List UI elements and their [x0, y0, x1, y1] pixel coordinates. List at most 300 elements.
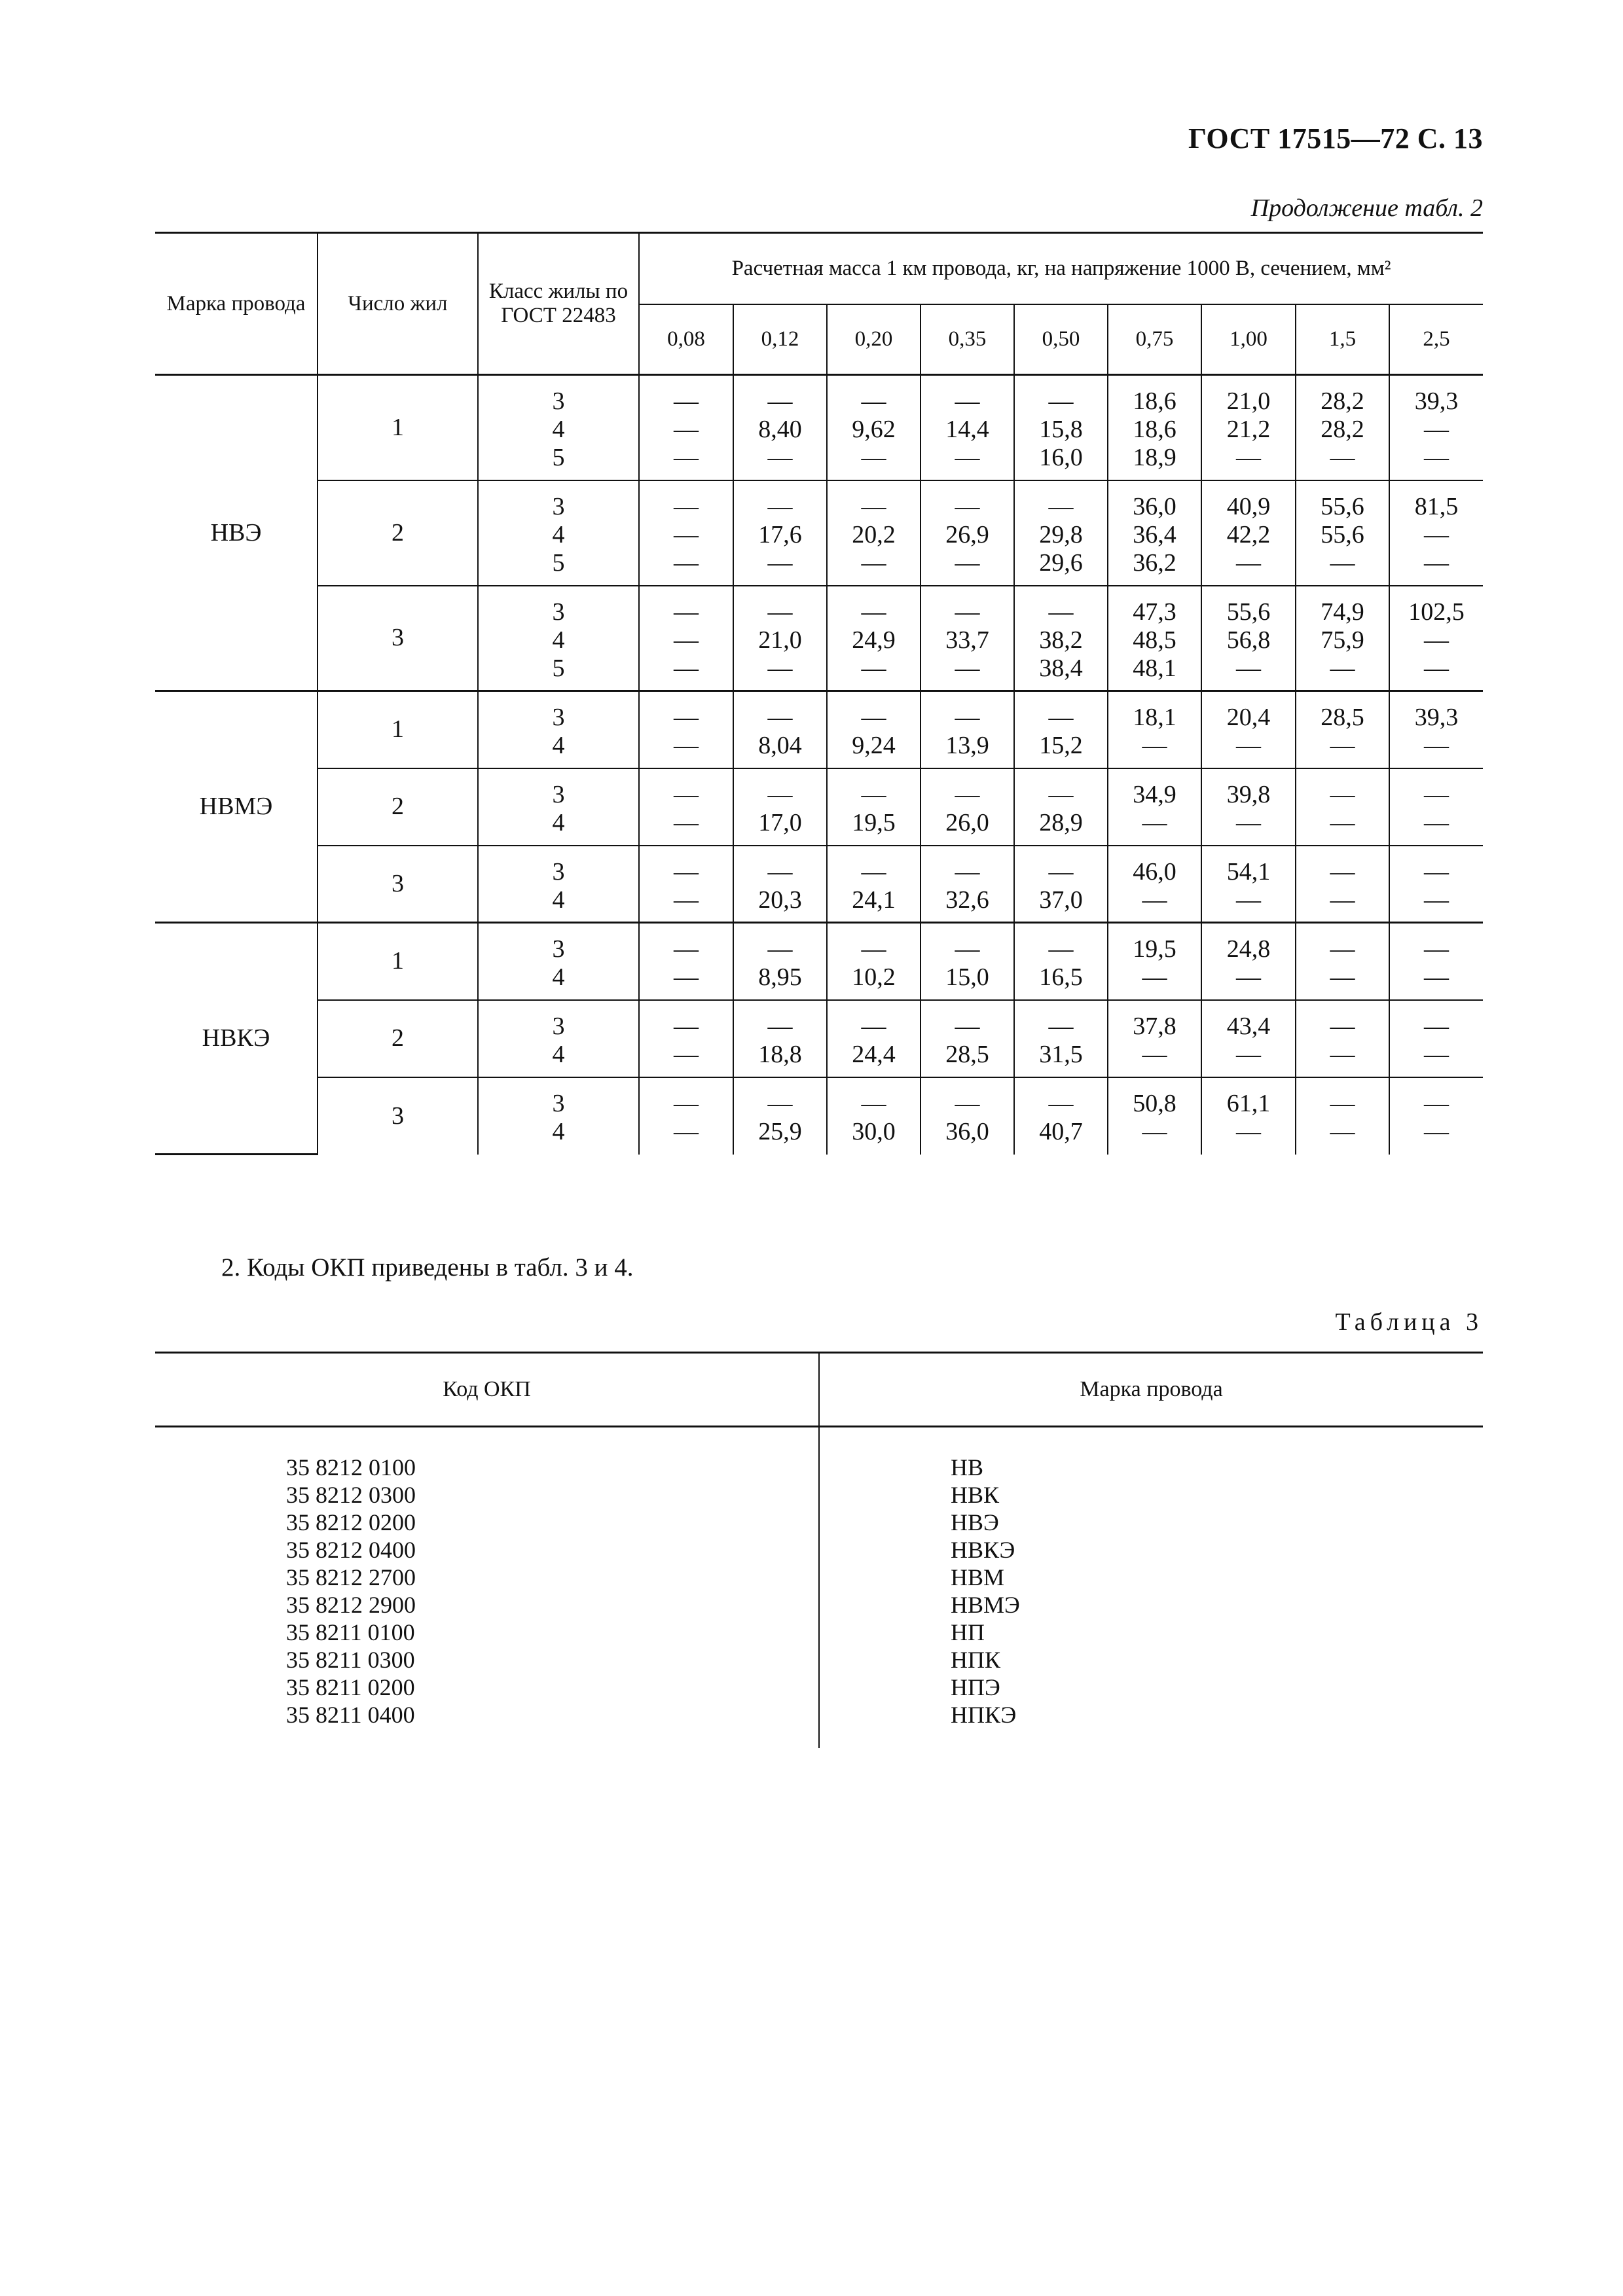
- mass-value: 38,4: [1039, 654, 1083, 682]
- mass-value: —: [1142, 1040, 1167, 1068]
- mass-value: 20,4: [1226, 704, 1271, 731]
- class-value: 4: [552, 732, 565, 759]
- mass-value: —: [1424, 626, 1450, 654]
- okp-code: 35 8211 0300: [286, 1647, 415, 1673]
- mass-value: 102,5: [1408, 598, 1465, 626]
- mass-cell: [1389, 923, 1483, 1000]
- mass-value: 24,1: [852, 886, 896, 914]
- mass-cell: [827, 586, 921, 691]
- mass-value: —: [1048, 1012, 1074, 1040]
- wire-mark-list: [819, 1427, 1483, 1749]
- class-value: 3: [552, 387, 565, 415]
- table-row: [155, 1000, 1483, 1077]
- mass-value: 20,3: [758, 886, 802, 914]
- okp-code: 35 8212 2900: [286, 1592, 416, 1618]
- table-row: [155, 768, 1483, 846]
- mass-value: —: [1424, 444, 1450, 471]
- mass-cell: [639, 375, 733, 480]
- mass-value: 9,62: [852, 416, 896, 443]
- header-section: 1,00: [1201, 304, 1296, 375]
- mass-value: 54,1: [1226, 857, 1271, 886]
- wire-mark: НВК: [951, 1482, 1000, 1508]
- mass-value: —: [1236, 548, 1261, 577]
- mass-cell: [1296, 691, 1389, 768]
- okp-code: 35 8212 0400: [286, 1537, 416, 1563]
- header-section: 0,35: [921, 304, 1014, 375]
- mass-value: —: [1424, 548, 1450, 577]
- mass-cell: [1108, 691, 1201, 768]
- mass-cell: [1014, 375, 1108, 480]
- core-count-cell: 1: [318, 923, 478, 1000]
- mass-cell: [827, 1000, 921, 1077]
- mass-cell: [639, 768, 733, 846]
- wire-mark: НПЭ: [951, 1674, 1000, 1700]
- mass-value: —: [1048, 780, 1074, 808]
- mass-value: 15,2: [1039, 732, 1083, 759]
- wire-mark: НВ: [951, 1454, 984, 1480]
- class-value: 3: [552, 1089, 565, 1117]
- mass-value: —: [767, 548, 793, 577]
- class-cell: [478, 691, 639, 768]
- mass-value: —: [1142, 963, 1167, 991]
- mass-value: —: [1330, 1012, 1355, 1040]
- mass-cell: [1296, 480, 1389, 586]
- mass-value: —: [955, 444, 980, 471]
- mass-value: 24,8: [1226, 935, 1271, 963]
- mass-value: —: [1424, 1117, 1450, 1145]
- mass-value: —: [1236, 808, 1261, 836]
- mass-value: 32,6: [945, 886, 989, 914]
- mass-value: —: [674, 416, 699, 443]
- header-okp-code: Код ОКП: [155, 1353, 819, 1427]
- class-cell: [478, 1000, 639, 1077]
- mass-value: 10,2: [852, 963, 896, 991]
- mass-value: 55,6: [1226, 598, 1271, 626]
- header-section: 0,08: [639, 304, 733, 375]
- mass-value: —: [1142, 808, 1167, 836]
- class-cell: [478, 586, 639, 691]
- mass-value: —: [674, 886, 699, 914]
- mass-value: 18,6: [1133, 387, 1176, 415]
- mass-cell: [1201, 768, 1296, 846]
- mass-cell: [733, 480, 827, 586]
- mass-value: —: [674, 935, 699, 963]
- mass-value: 28,2: [1321, 387, 1364, 415]
- core-count-cell: 3: [318, 586, 478, 691]
- mass-value: 40,9: [1226, 492, 1271, 520]
- okp-code-list: [155, 1427, 819, 1749]
- mass-value: —: [1048, 857, 1074, 886]
- mass-value: —: [1048, 492, 1074, 520]
- class-value: 3: [552, 780, 565, 808]
- mass-value: —: [674, 654, 699, 682]
- mass-value: —: [861, 548, 886, 577]
- mass-cell: [1201, 375, 1296, 480]
- mass-value: 21,0: [1226, 387, 1271, 415]
- mass-value: —: [767, 444, 793, 471]
- wire-mark: НПКЭ: [951, 1702, 1017, 1728]
- mass-value: —: [674, 626, 699, 654]
- mass-cell: [1108, 480, 1201, 586]
- mass-value: 21,0: [758, 626, 802, 654]
- mass-value: 18,8: [758, 1040, 802, 1068]
- mass-value: 61,1: [1226, 1089, 1271, 1117]
- mass-value: 48,1: [1133, 654, 1176, 682]
- mass-value: 38,2: [1039, 626, 1083, 654]
- mass-value: —: [674, 598, 699, 626]
- okp-code: 35 8212 0100: [286, 1454, 416, 1480]
- mass-value: —: [1330, 963, 1355, 991]
- mass-cell: [1201, 586, 1296, 691]
- mass-value: —: [861, 1089, 886, 1117]
- header-wire-mark: Марка провода: [819, 1353, 1483, 1427]
- mass-value: 42,2: [1226, 520, 1271, 548]
- mass-value: 19,5: [852, 808, 896, 836]
- mass-value: —: [1330, 857, 1355, 886]
- mass-value: —: [861, 492, 886, 520]
- mass-value: 18,6: [1133, 416, 1176, 443]
- mass-cell: [921, 480, 1014, 586]
- mass-value: —: [861, 387, 886, 415]
- mass-value: —: [861, 780, 886, 808]
- header-cores: Число жил: [318, 233, 478, 375]
- mass-value: 19,5: [1133, 935, 1176, 963]
- mass-value: —: [1048, 704, 1074, 731]
- mass-value: —: [1330, 780, 1355, 808]
- header-section: 0,50: [1014, 304, 1108, 375]
- okp-code: 35 8212 0300: [286, 1482, 416, 1508]
- mass-value: 21,2: [1226, 416, 1271, 443]
- mass-cell: [921, 586, 1014, 691]
- mass-cell: [1014, 480, 1108, 586]
- header-mark: Марка провода: [155, 233, 318, 375]
- class-cell: [478, 768, 639, 846]
- mass-value: 29,8: [1039, 520, 1083, 548]
- mass-value: —: [674, 548, 699, 577]
- mass-value: 15,8: [1039, 416, 1083, 443]
- mass-value: 20,2: [852, 520, 896, 548]
- core-count-cell: 2: [318, 480, 478, 586]
- mass-value: 16,5: [1039, 963, 1083, 991]
- class-cell: [478, 846, 639, 923]
- class-value: 4: [552, 520, 565, 548]
- mass-value: 37,0: [1039, 886, 1083, 914]
- mass-cell: [1108, 768, 1201, 846]
- mass-value: —: [1236, 444, 1261, 471]
- mass-cell: [1389, 691, 1483, 768]
- class-cell: [478, 1077, 639, 1155]
- mass-value: —: [1236, 1040, 1261, 1068]
- class-value: 4: [552, 1040, 565, 1068]
- mass-value: 25,9: [758, 1117, 802, 1145]
- mass-cell: [1014, 691, 1108, 768]
- mass-value: —: [674, 1089, 699, 1117]
- mass-value: —: [674, 780, 699, 808]
- okp-code: 35 8211 0200: [286, 1674, 415, 1700]
- mass-value: —: [1330, 732, 1355, 759]
- page-header: ГОСТ 17515—72 С. 13: [1188, 122, 1483, 154]
- mass-value: —: [767, 492, 793, 520]
- mass-value: —: [674, 444, 699, 471]
- mass-value: —: [1236, 963, 1261, 991]
- mass-value: 34,9: [1133, 780, 1176, 808]
- mass-value: —: [1424, 963, 1450, 991]
- mass-value: —: [1142, 732, 1167, 759]
- okp-code: 35 8212 2700: [286, 1564, 416, 1590]
- mass-cell: [921, 768, 1014, 846]
- mass-value: 30,0: [852, 1117, 896, 1145]
- mass-cell: [1201, 480, 1296, 586]
- mass-cell: [827, 375, 921, 480]
- okp-code: 35 8211 0100: [286, 1619, 415, 1645]
- wire-mass-table: [155, 232, 1483, 1155]
- mass-value: 81,5: [1414, 492, 1459, 520]
- header-class: Класс жилы по ГОСТ 22483: [478, 233, 639, 375]
- mass-cell: [1108, 586, 1201, 691]
- mass-value: 36,0: [1133, 492, 1176, 520]
- mass-value: —: [767, 387, 793, 415]
- mass-value: —: [1330, 1089, 1355, 1117]
- mass-cell: [733, 586, 827, 691]
- mass-value: —: [955, 935, 980, 963]
- okp-note: 2. Коды ОКП приведены в табл. 3 и 4.: [221, 1253, 634, 1282]
- mass-value: —: [674, 963, 699, 991]
- mass-cell: [1014, 1077, 1108, 1155]
- mass-cell: [1389, 1077, 1483, 1155]
- table-row: [155, 1077, 1483, 1155]
- class-value: 3: [552, 598, 565, 626]
- wire-mark-cell: НВЭ: [155, 375, 318, 691]
- mass-cell: [1389, 480, 1483, 586]
- mass-value: —: [1424, 732, 1450, 759]
- mass-cell: [639, 586, 733, 691]
- mass-value: 26,9: [945, 520, 989, 548]
- mass-value: —: [1048, 598, 1074, 626]
- mass-cell: [1296, 768, 1389, 846]
- mass-value: 9,24: [852, 732, 896, 759]
- okp-code: 35 8211 0400: [286, 1702, 415, 1728]
- core-count-cell: 1: [318, 375, 478, 480]
- class-value: 3: [552, 704, 565, 731]
- mass-value: —: [767, 935, 793, 963]
- mass-value: 74,9: [1321, 598, 1364, 626]
- mass-value: 28,9: [1039, 808, 1083, 836]
- mass-value: —: [674, 732, 699, 759]
- mass-value: —: [861, 1012, 886, 1040]
- mass-cell: [921, 923, 1014, 1000]
- mass-cell: [1014, 586, 1108, 691]
- mass-cell: [1108, 1077, 1201, 1155]
- mass-cell: [733, 1000, 827, 1077]
- mass-value: —: [674, 1012, 699, 1040]
- header-section: 2,5: [1389, 304, 1483, 375]
- table-row: [155, 691, 1483, 768]
- mass-value: —: [767, 1089, 793, 1117]
- mass-cell: [921, 691, 1014, 768]
- mass-value: —: [955, 548, 980, 577]
- header-mass: Расчетная масса 1 км провода, кг, на напряжение 1000 В, сечением, мм²: [639, 233, 1483, 304]
- mass-value: —: [1424, 886, 1450, 914]
- mass-value: 18,9: [1133, 444, 1176, 471]
- mass-value: 24,4: [852, 1040, 896, 1068]
- mass-cell: [1296, 1000, 1389, 1077]
- mass-value: —: [955, 1012, 980, 1040]
- mass-value: 28,5: [1321, 704, 1364, 731]
- class-value: 5: [552, 548, 565, 577]
- core-count-cell: 2: [318, 768, 478, 846]
- mass-value: —: [674, 704, 699, 731]
- mass-value: 36,2: [1133, 548, 1176, 577]
- mass-value: —: [1330, 444, 1355, 471]
- mass-cell: [639, 1077, 733, 1155]
- table-continuation-label: Продолжение табл. 2: [1250, 194, 1483, 222]
- table-row: [155, 375, 1483, 480]
- mass-value: —: [861, 444, 886, 471]
- mass-cell: [639, 846, 733, 923]
- class-cell: [478, 480, 639, 586]
- mass-value: —: [955, 704, 980, 731]
- mass-value: —: [1424, 1012, 1450, 1040]
- mass-value: 24,9: [852, 626, 896, 654]
- mass-value: —: [674, 1117, 699, 1145]
- mass-cell: [1108, 375, 1201, 480]
- mass-value: —: [1330, 654, 1355, 682]
- wire-mark: НП: [951, 1619, 985, 1645]
- mass-value: —: [674, 857, 699, 886]
- header-section: 0,12: [733, 304, 827, 375]
- mass-value: —: [955, 1089, 980, 1117]
- mass-value: —: [767, 654, 793, 682]
- mass-cell: [1389, 586, 1483, 691]
- mass-value: 16,0: [1039, 444, 1083, 471]
- mass-cell: [733, 375, 827, 480]
- mass-value: —: [674, 387, 699, 415]
- mass-value: 14,4: [945, 416, 989, 443]
- wire-mark-cell: НВМЭ: [155, 691, 318, 923]
- table-row: [155, 480, 1483, 586]
- mass-cell: [827, 923, 921, 1000]
- mass-value: 56,8: [1226, 626, 1271, 654]
- mass-value: —: [767, 598, 793, 626]
- mass-value: —: [955, 654, 980, 682]
- mass-cell: [1296, 1077, 1389, 1155]
- mass-cell: [1014, 846, 1108, 923]
- class-cell: [478, 375, 639, 480]
- mass-value: 43,4: [1226, 1012, 1271, 1040]
- mass-value: 39,3: [1414, 704, 1459, 731]
- wire-mark: НВКЭ: [951, 1537, 1015, 1563]
- mass-value: —: [1424, 1040, 1450, 1068]
- mass-value: 39,3: [1414, 387, 1459, 415]
- mass-value: —: [674, 1040, 699, 1068]
- mass-value: 46,0: [1133, 857, 1176, 886]
- mass-value: —: [1424, 416, 1450, 443]
- mass-cell: [1201, 923, 1296, 1000]
- mass-cell: [827, 768, 921, 846]
- table3-title: Таблица 3: [1335, 1308, 1483, 1336]
- mass-value: —: [674, 808, 699, 836]
- mass-value: 31,5: [1039, 1040, 1083, 1068]
- mass-value: —: [955, 387, 980, 415]
- mass-cell: [1014, 1000, 1108, 1077]
- mass-value: 28,5: [945, 1040, 989, 1068]
- mass-value: 15,0: [945, 963, 989, 991]
- mass-value: —: [1236, 1117, 1261, 1145]
- mass-cell: [639, 1000, 733, 1077]
- mass-cell: [1201, 1000, 1296, 1077]
- mass-value: —: [1236, 732, 1261, 759]
- mass-value: 26,0: [945, 808, 989, 836]
- mass-cell: [1296, 923, 1389, 1000]
- mass-cell: [733, 846, 827, 923]
- table-row: [155, 586, 1483, 691]
- mass-cell: [1201, 846, 1296, 923]
- mass-value: 75,9: [1321, 626, 1364, 654]
- mass-cell: [921, 846, 1014, 923]
- mass-value: 50,8: [1133, 1089, 1176, 1117]
- mass-value: 17,6: [758, 520, 802, 548]
- mass-value: —: [1048, 387, 1074, 415]
- mass-value: —: [1424, 808, 1450, 836]
- class-value: 5: [552, 654, 565, 682]
- mass-cell: [1201, 1077, 1296, 1155]
- mass-value: —: [1048, 935, 1074, 963]
- mass-value: 18,1: [1133, 704, 1176, 731]
- mass-value: —: [674, 520, 699, 548]
- mass-value: —: [767, 857, 793, 886]
- mass-value: —: [767, 780, 793, 808]
- mass-value: —: [1424, 780, 1450, 808]
- mass-value: —: [861, 857, 886, 886]
- mass-value: —: [1330, 1040, 1355, 1068]
- mass-value: 8,40: [758, 416, 802, 443]
- mass-cell: [1389, 768, 1483, 846]
- mass-value: 8,95: [758, 963, 802, 991]
- mass-cell: [733, 768, 827, 846]
- table-row: [155, 846, 1483, 923]
- mass-value: —: [955, 598, 980, 626]
- mass-value: —: [1330, 935, 1355, 963]
- mass-value: 13,9: [945, 732, 989, 759]
- mass-value: 36,0: [945, 1117, 989, 1145]
- mass-cell: [921, 1077, 1014, 1155]
- class-value: 4: [552, 416, 565, 443]
- mass-value: —: [674, 492, 699, 520]
- mass-cell: [827, 691, 921, 768]
- mass-value: —: [1330, 886, 1355, 914]
- wire-mark: НВМ: [951, 1564, 1005, 1590]
- mass-cell: [1296, 846, 1389, 923]
- mass-value: —: [1236, 654, 1261, 682]
- mass-cell: [1201, 691, 1296, 768]
- mass-cell: [1296, 375, 1389, 480]
- mass-value: —: [767, 704, 793, 731]
- mass-cell: [733, 691, 827, 768]
- mass-value: 40,7: [1039, 1117, 1083, 1145]
- mass-cell: [827, 846, 921, 923]
- mass-cell: [1296, 586, 1389, 691]
- class-value: 3: [552, 492, 565, 520]
- mass-value: 37,8: [1133, 1012, 1176, 1040]
- wire-mark: НВЭ: [951, 1509, 999, 1535]
- mass-cell: [1014, 923, 1108, 1000]
- mass-cell: [733, 1077, 827, 1155]
- class-value: 5: [552, 444, 565, 471]
- mass-value: 55,6: [1321, 520, 1364, 548]
- class-value: 3: [552, 857, 565, 886]
- mass-cell: [921, 375, 1014, 480]
- mass-value: —: [861, 935, 886, 963]
